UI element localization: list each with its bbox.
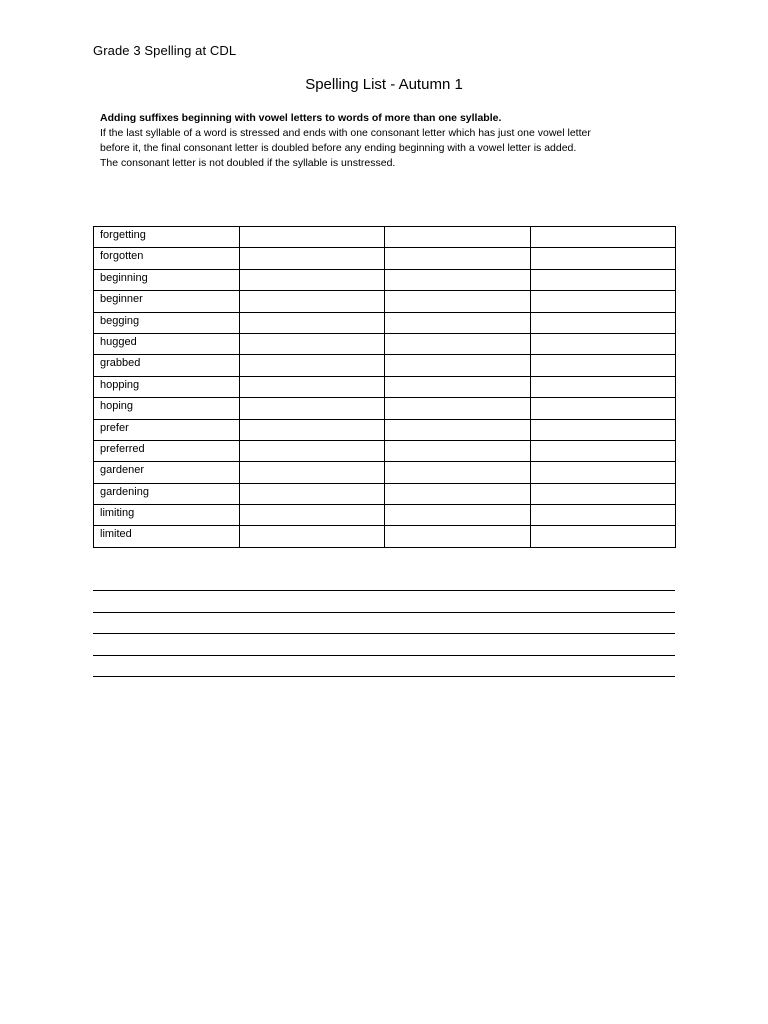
table-row: [94, 248, 676, 269]
word-cell: prefer: [94, 419, 240, 440]
word-cell: hoping: [94, 398, 240, 419]
practice-cell[interactable]: [239, 419, 385, 440]
word-cell: limited: [94, 526, 240, 547]
page-title: Spelling List - Autumn 1: [305, 76, 463, 93]
practice-cell[interactable]: [385, 526, 531, 547]
table-row: [94, 355, 676, 376]
practice-cell[interactable]: [239, 269, 385, 290]
writing-lines: [93, 590, 675, 698]
school-line: Grade 3 Spelling at CDL: [93, 43, 237, 58]
practice-cell[interactable]: [530, 227, 676, 248]
practice-cell[interactable]: [239, 355, 385, 376]
writing-line[interactable]: [93, 676, 675, 677]
practice-cell[interactable]: [385, 248, 531, 269]
practice-cell[interactable]: [239, 526, 385, 547]
practice-cell[interactable]: [385, 227, 531, 248]
spelling-table-body: [94, 227, 676, 548]
word-cell: preferred: [94, 440, 240, 461]
word-cell: begging: [94, 312, 240, 333]
word-cell: hugged: [94, 333, 240, 354]
practice-cell[interactable]: [530, 269, 676, 290]
practice-cell[interactable]: [385, 376, 531, 397]
rule-line: The consonant letter is not doubled if the syllable is unstressed.: [100, 157, 396, 169]
practice-cell[interactable]: [385, 440, 531, 461]
practice-cell[interactable]: [385, 505, 531, 526]
table-row: [94, 291, 676, 312]
practice-cell[interactable]: [530, 291, 676, 312]
practice-cell[interactable]: [239, 440, 385, 461]
table-row: [94, 333, 676, 354]
table-row: [94, 483, 676, 504]
table-row: [94, 376, 676, 397]
table-row: [94, 526, 676, 547]
word-cell: hopping: [94, 376, 240, 397]
table-row: [94, 505, 676, 526]
practice-cell[interactable]: [239, 376, 385, 397]
practice-cell[interactable]: [530, 419, 676, 440]
practice-cell[interactable]: [530, 333, 676, 354]
spelling-rule: [100, 111, 680, 171]
practice-cell[interactable]: [385, 291, 531, 312]
writing-line[interactable]: [93, 612, 675, 613]
table-row: [94, 269, 676, 290]
practice-cell[interactable]: [385, 333, 531, 354]
word-cell: grabbed: [94, 355, 240, 376]
rule-heading: Adding suffixes beginning with vowel letters to words of more than one syllable.: [100, 112, 502, 124]
table-row: [94, 227, 676, 248]
practice-cell[interactable]: [530, 312, 676, 333]
writing-line[interactable]: [93, 633, 675, 634]
practice-cell[interactable]: [385, 312, 531, 333]
rule-line: If the last syllable of a word is stressed and ends with one consonant letter which has just one vowel letter: [100, 127, 591, 139]
writing-line[interactable]: [93, 655, 675, 656]
practice-cell[interactable]: [530, 440, 676, 461]
practice-cell[interactable]: [239, 248, 385, 269]
table-row: [94, 419, 676, 440]
practice-cell[interactable]: [239, 227, 385, 248]
practice-cell[interactable]: [530, 376, 676, 397]
practice-cell[interactable]: [530, 355, 676, 376]
word-cell: forgotten: [94, 248, 240, 269]
practice-cell[interactable]: [385, 419, 531, 440]
spelling-table: [93, 226, 676, 548]
practice-cell[interactable]: [239, 291, 385, 312]
practice-cell[interactable]: [239, 505, 385, 526]
practice-cell[interactable]: [385, 269, 531, 290]
practice-cell[interactable]: [239, 312, 385, 333]
table-row: [94, 440, 676, 461]
word-cell: limiting: [94, 505, 240, 526]
word-cell: beginner: [94, 291, 240, 312]
table-row: [94, 462, 676, 483]
rule-line: before it, the final consonant letter is doubled before any ending beginning with a vowel letter is added.: [100, 142, 577, 154]
practice-cell[interactable]: [385, 355, 531, 376]
practice-cell[interactable]: [239, 462, 385, 483]
practice-cell[interactable]: [239, 483, 385, 504]
writing-line[interactable]: [93, 590, 675, 591]
practice-cell[interactable]: [530, 505, 676, 526]
practice-cell[interactable]: [239, 333, 385, 354]
table-row: [94, 398, 676, 419]
practice-cell[interactable]: [530, 526, 676, 547]
word-cell: forgetting: [94, 227, 240, 248]
word-cell: gardener: [94, 462, 240, 483]
word-cell: beginning: [94, 269, 240, 290]
practice-cell[interactable]: [530, 483, 676, 504]
practice-cell[interactable]: [530, 462, 676, 483]
practice-cell[interactable]: [385, 483, 531, 504]
practice-cell[interactable]: [530, 398, 676, 419]
practice-cell[interactable]: [385, 398, 531, 419]
practice-cell[interactable]: [385, 462, 531, 483]
table-row: [94, 312, 676, 333]
word-cell: gardening: [94, 483, 240, 504]
practice-cell[interactable]: [530, 248, 676, 269]
practice-cell[interactable]: [239, 398, 385, 419]
